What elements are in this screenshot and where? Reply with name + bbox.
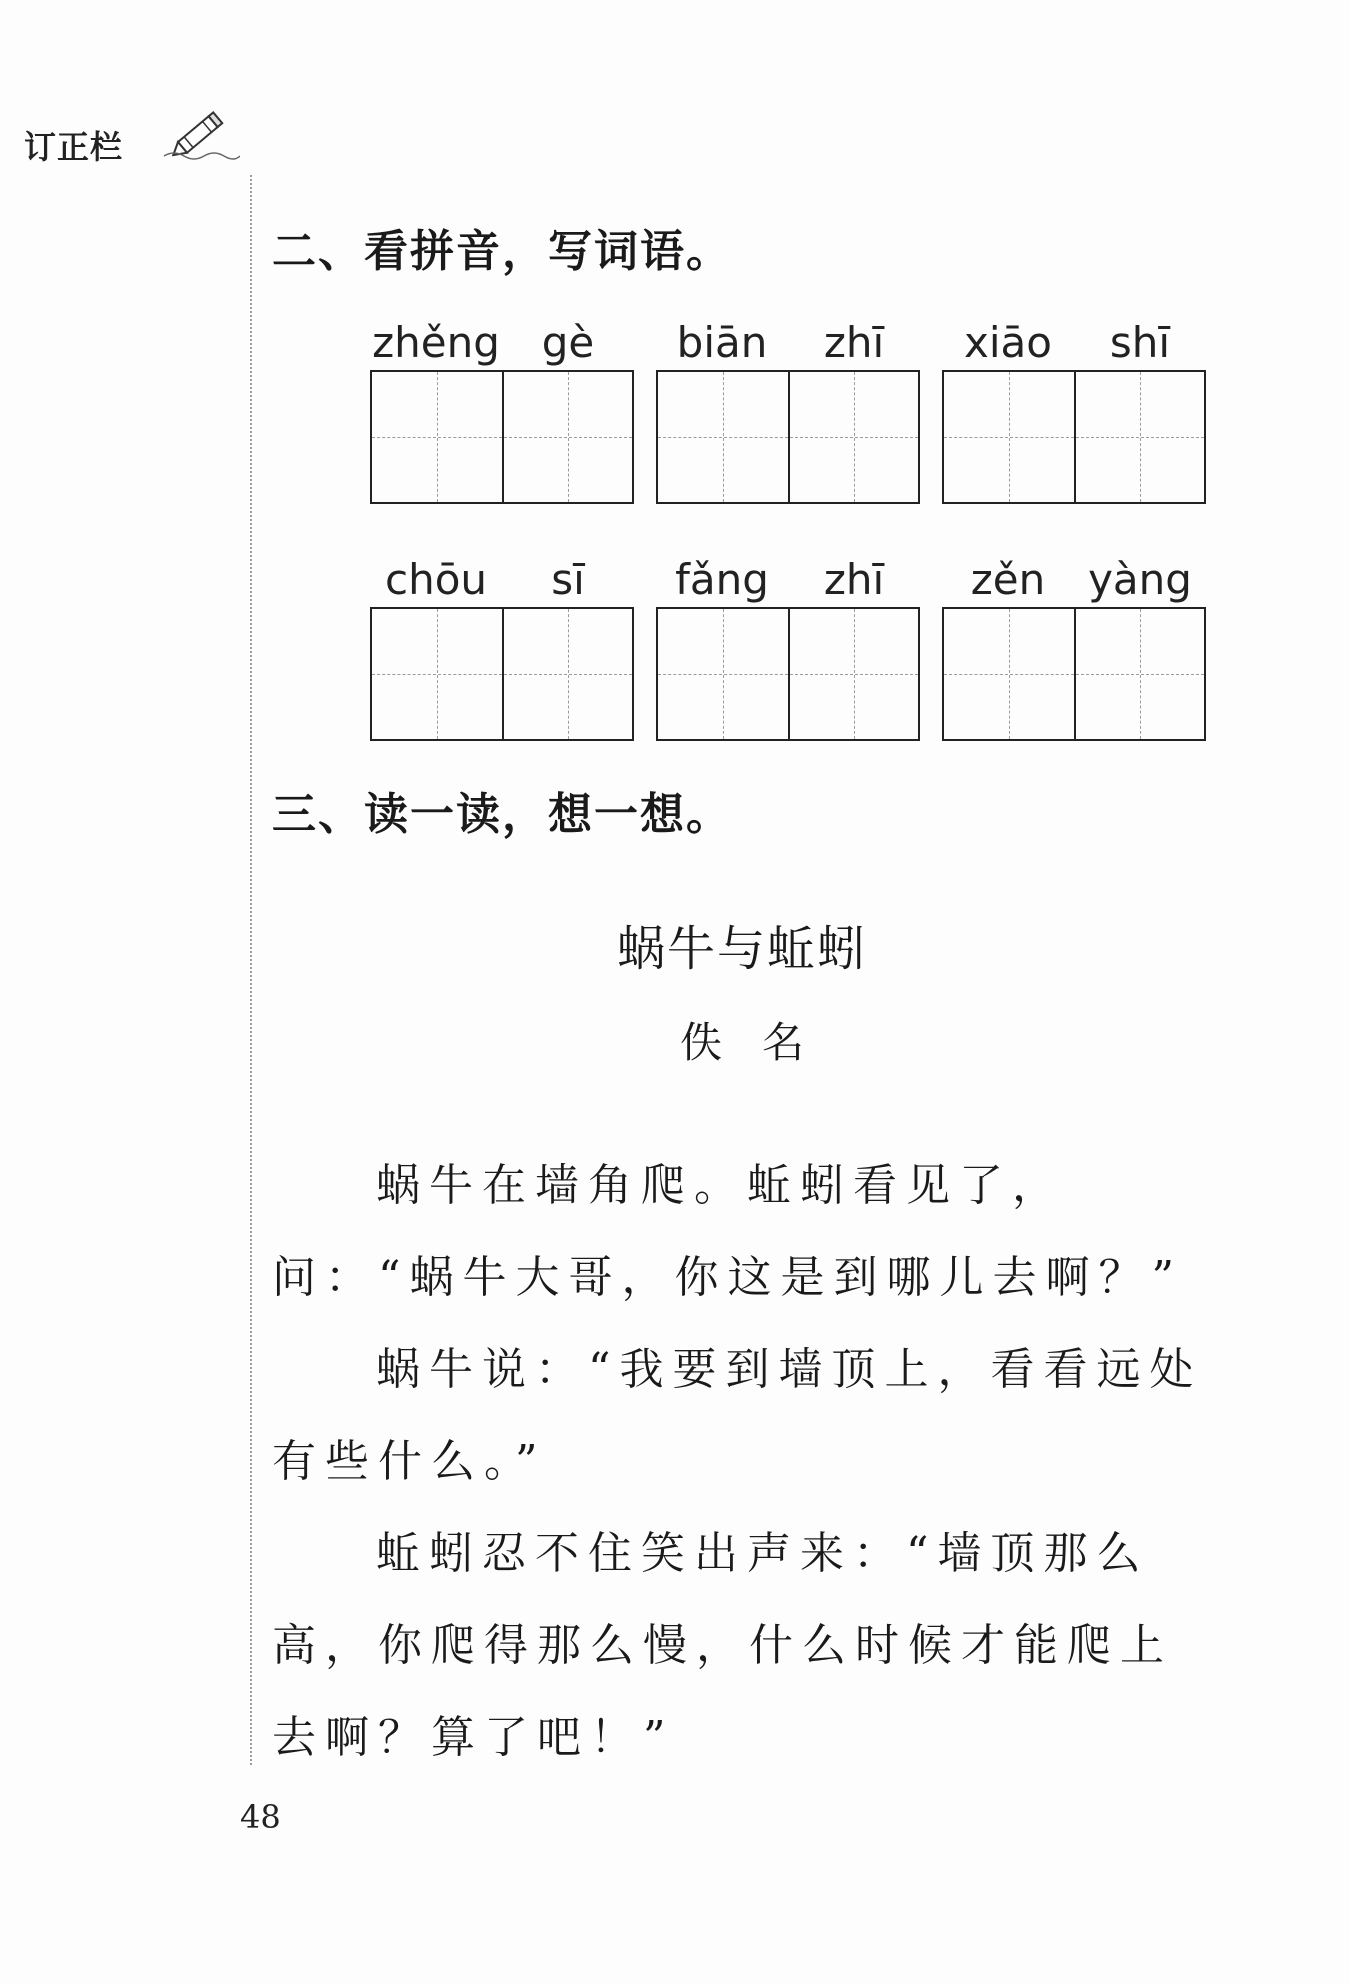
writing-cell[interactable] [502,609,632,739]
writing-cell[interactable] [658,609,788,739]
writing-cell[interactable] [788,609,918,739]
passage-paragraph: 蜗牛说：“我要到墙顶上，看看远处有些什么。” [272,1344,1203,1487]
writing-cell[interactable] [1074,372,1204,502]
pinyin-syllable: zěn [970,555,1046,604]
pinyin-syllable: sī [551,555,585,604]
writing-cell[interactable] [788,372,918,502]
pencil-icon [160,104,240,164]
correction-margin-line [250,175,252,1765]
passage-title: 蜗牛与蚯蚓 [616,921,867,977]
writing-cell[interactable] [372,609,502,739]
writing-grid[interactable] [942,607,1206,741]
writing-grid[interactable] [370,370,634,504]
writing-cell[interactable] [944,609,1074,739]
pinyin-syllable: gè [541,318,595,367]
writing-cell[interactable] [502,372,632,502]
pinyin-syllable: chōu [384,555,488,604]
passage-author: 佚名 [679,1018,844,1067]
pinyin-syllable: yàng [1088,555,1192,604]
writing-cell[interactable] [944,372,1074,502]
correction-column-label: 订正栏 [24,128,124,166]
writing-grid[interactable] [370,607,634,741]
writing-cell[interactable] [1074,609,1204,739]
writing-grid[interactable] [942,370,1206,504]
pinyin-syllable: zhī [823,555,885,604]
pinyin-syllable: xiāo [964,318,1052,367]
writing-grid[interactable] [656,370,920,504]
pinyin-syllable: zhī [823,318,885,367]
passage-body [272,1140,1212,1784]
writing-cell[interactable] [658,372,788,502]
section-2-heading: 二、看拼音，写词语。 [272,226,732,277]
writing-cell[interactable] [372,372,502,502]
passage-paragraph: 蚯蚓忍不住笑出声来：“墙顶那么高，你爬得那么慢，什么时候才能爬上去啊？算了吧！” [272,1528,1173,1763]
pinyin-syllable: shī [1109,318,1171,367]
section-3-heading: 三、读一读，想一想。 [272,789,732,840]
passage-paragraph: 蜗牛在墙角爬。蚯蚓看见了，问：“蜗牛大哥，你这是到哪儿去啊？” [272,1160,1183,1303]
pinyin-syllable: zhěng [372,318,500,367]
page-number: 48 [240,1798,281,1836]
pinyin-syllable: biān [676,318,768,367]
pinyin-syllable: fǎng [675,555,769,604]
writing-grid[interactable] [656,607,920,741]
